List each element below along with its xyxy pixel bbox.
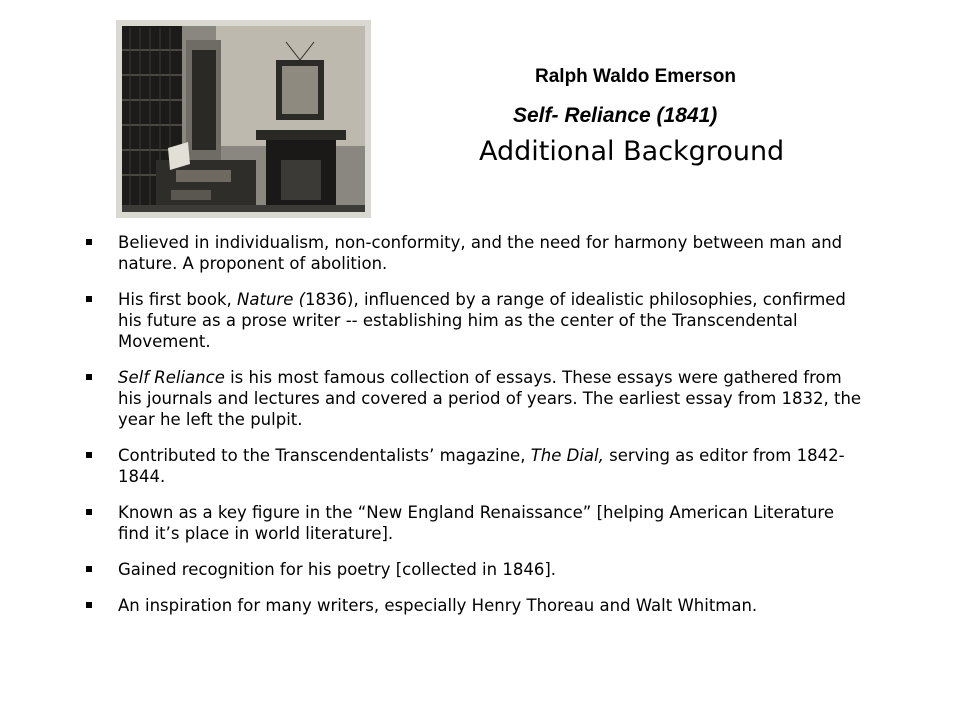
bullet-item: An inspiration for many writers, especially Henry Thoreau and Walt Whitman. — [84, 595, 864, 616]
bullet-item: Known as a key figure in the “New England Renaissance” [helping American Literature find it’s place in world literature]. — [84, 502, 864, 544]
bullet-square-icon — [86, 566, 92, 572]
bullet-item: Gained recognition for his poetry [collected in 1846]. — [84, 559, 864, 580]
bullet-list — [84, 232, 864, 631]
bullet-square-icon — [86, 452, 92, 458]
bullet-square-icon — [86, 602, 92, 608]
author-name: Ralph Waldo Emerson — [535, 66, 736, 87]
section-heading: Additional Background — [479, 136, 785, 167]
work-title: Self- Reliance (1841) — [513, 104, 718, 127]
study-photo — [116, 20, 371, 218]
bullet-item: His first book, Nature (1836), influenced by a range of idealistic philosophies, confirmed his future as a prose writer -- establishing him as the center of the Transcendental Movement. — [84, 289, 864, 352]
bullet-item: Contributed to the Transcendentalists’ magazine, The Dial, serving as editor from 1842-1844. — [84, 445, 864, 487]
bullet-item: Self Reliance is his most famous collection of essays. These essays were gathered from his journals and lectures and covered a period of years. The earliest essay from 1832, the year he left the pulpit. — [84, 367, 864, 430]
bullet-square-icon — [86, 296, 92, 302]
bullet-square-icon — [86, 239, 92, 245]
bullet-square-icon — [86, 509, 92, 515]
bullet-item: Believed in individualism, non-conformity, and the need for harmony between man and nature. A proponent of abolition. — [84, 232, 864, 274]
bullet-square-icon — [86, 374, 92, 380]
